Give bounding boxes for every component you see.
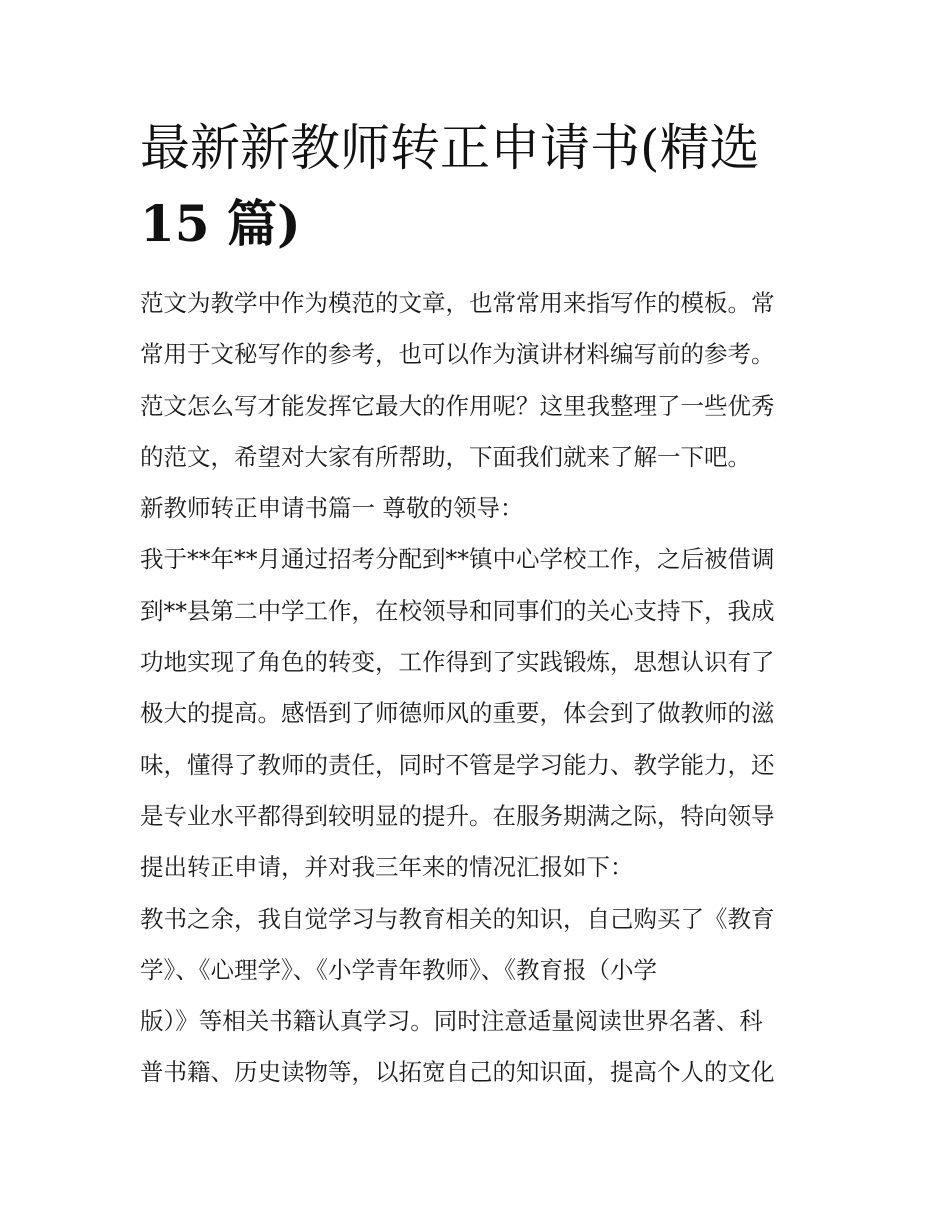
document-title	[140, 110, 820, 262]
title-line-1: 最新新教师转正申请书(精选	[140, 119, 760, 177]
body-line: 学》、《心理学》、《小学青年教师》、《教育报（小学	[140, 955, 657, 984]
body-line: 的范文，希望对大家有所帮助，下面我们就来了解一下吧。	[140, 442, 751, 471]
body-line: 到**县第二中学工作，在校领导和同事们的关心支持下，我成	[140, 596, 775, 625]
title-line-2: 15 篇)	[140, 194, 301, 253]
body-line: 教书之余，我自觉学习与教育相关的知识，自己购买了《教育	[140, 904, 775, 933]
body-line: 范文为教学中作为模范的文章，也常常用来指写作的模板。常	[140, 289, 775, 317]
body-line: 是专业水平都得到较明显的提升。在服务期满之际，特向领导	[140, 801, 775, 830]
section-heading-line: 新教师转正申请书篇一 尊敬的领导：	[140, 494, 524, 523]
body-line: 常用于文秘写作的参考，也可以作为演讲材料编写前的参考。	[140, 340, 775, 369]
body-line: 范文怎么写才能发挥它最大的作用呢？这里我整理了一些优秀	[140, 391, 775, 420]
document-body	[140, 278, 820, 1099]
body-line: 极大的提高。感悟到了师德师风的重要，体会到了做教师的滋	[140, 699, 775, 728]
body-line: 功地实现了角色的转变，工作得到了实践锻炼，思想认识有了	[140, 648, 775, 677]
body-line: 提出转正申请，并对我三年来的情况汇报如下：	[140, 853, 634, 882]
body-line: 版）》等相关书籍认真学习。同时注意适量阅读世界名著、科	[140, 1007, 763, 1036]
body-line: 味，懂得了教师的责任，同时不管是学习能力、教学能力，还	[140, 750, 775, 779]
body-line: 普书籍、历史读物等，以拓宽自己的知识面，提高个人的文化	[140, 1058, 775, 1087]
body-line: 我于**年**月通过招考分配到**镇中心学校工作，之后被借调	[140, 545, 775, 574]
